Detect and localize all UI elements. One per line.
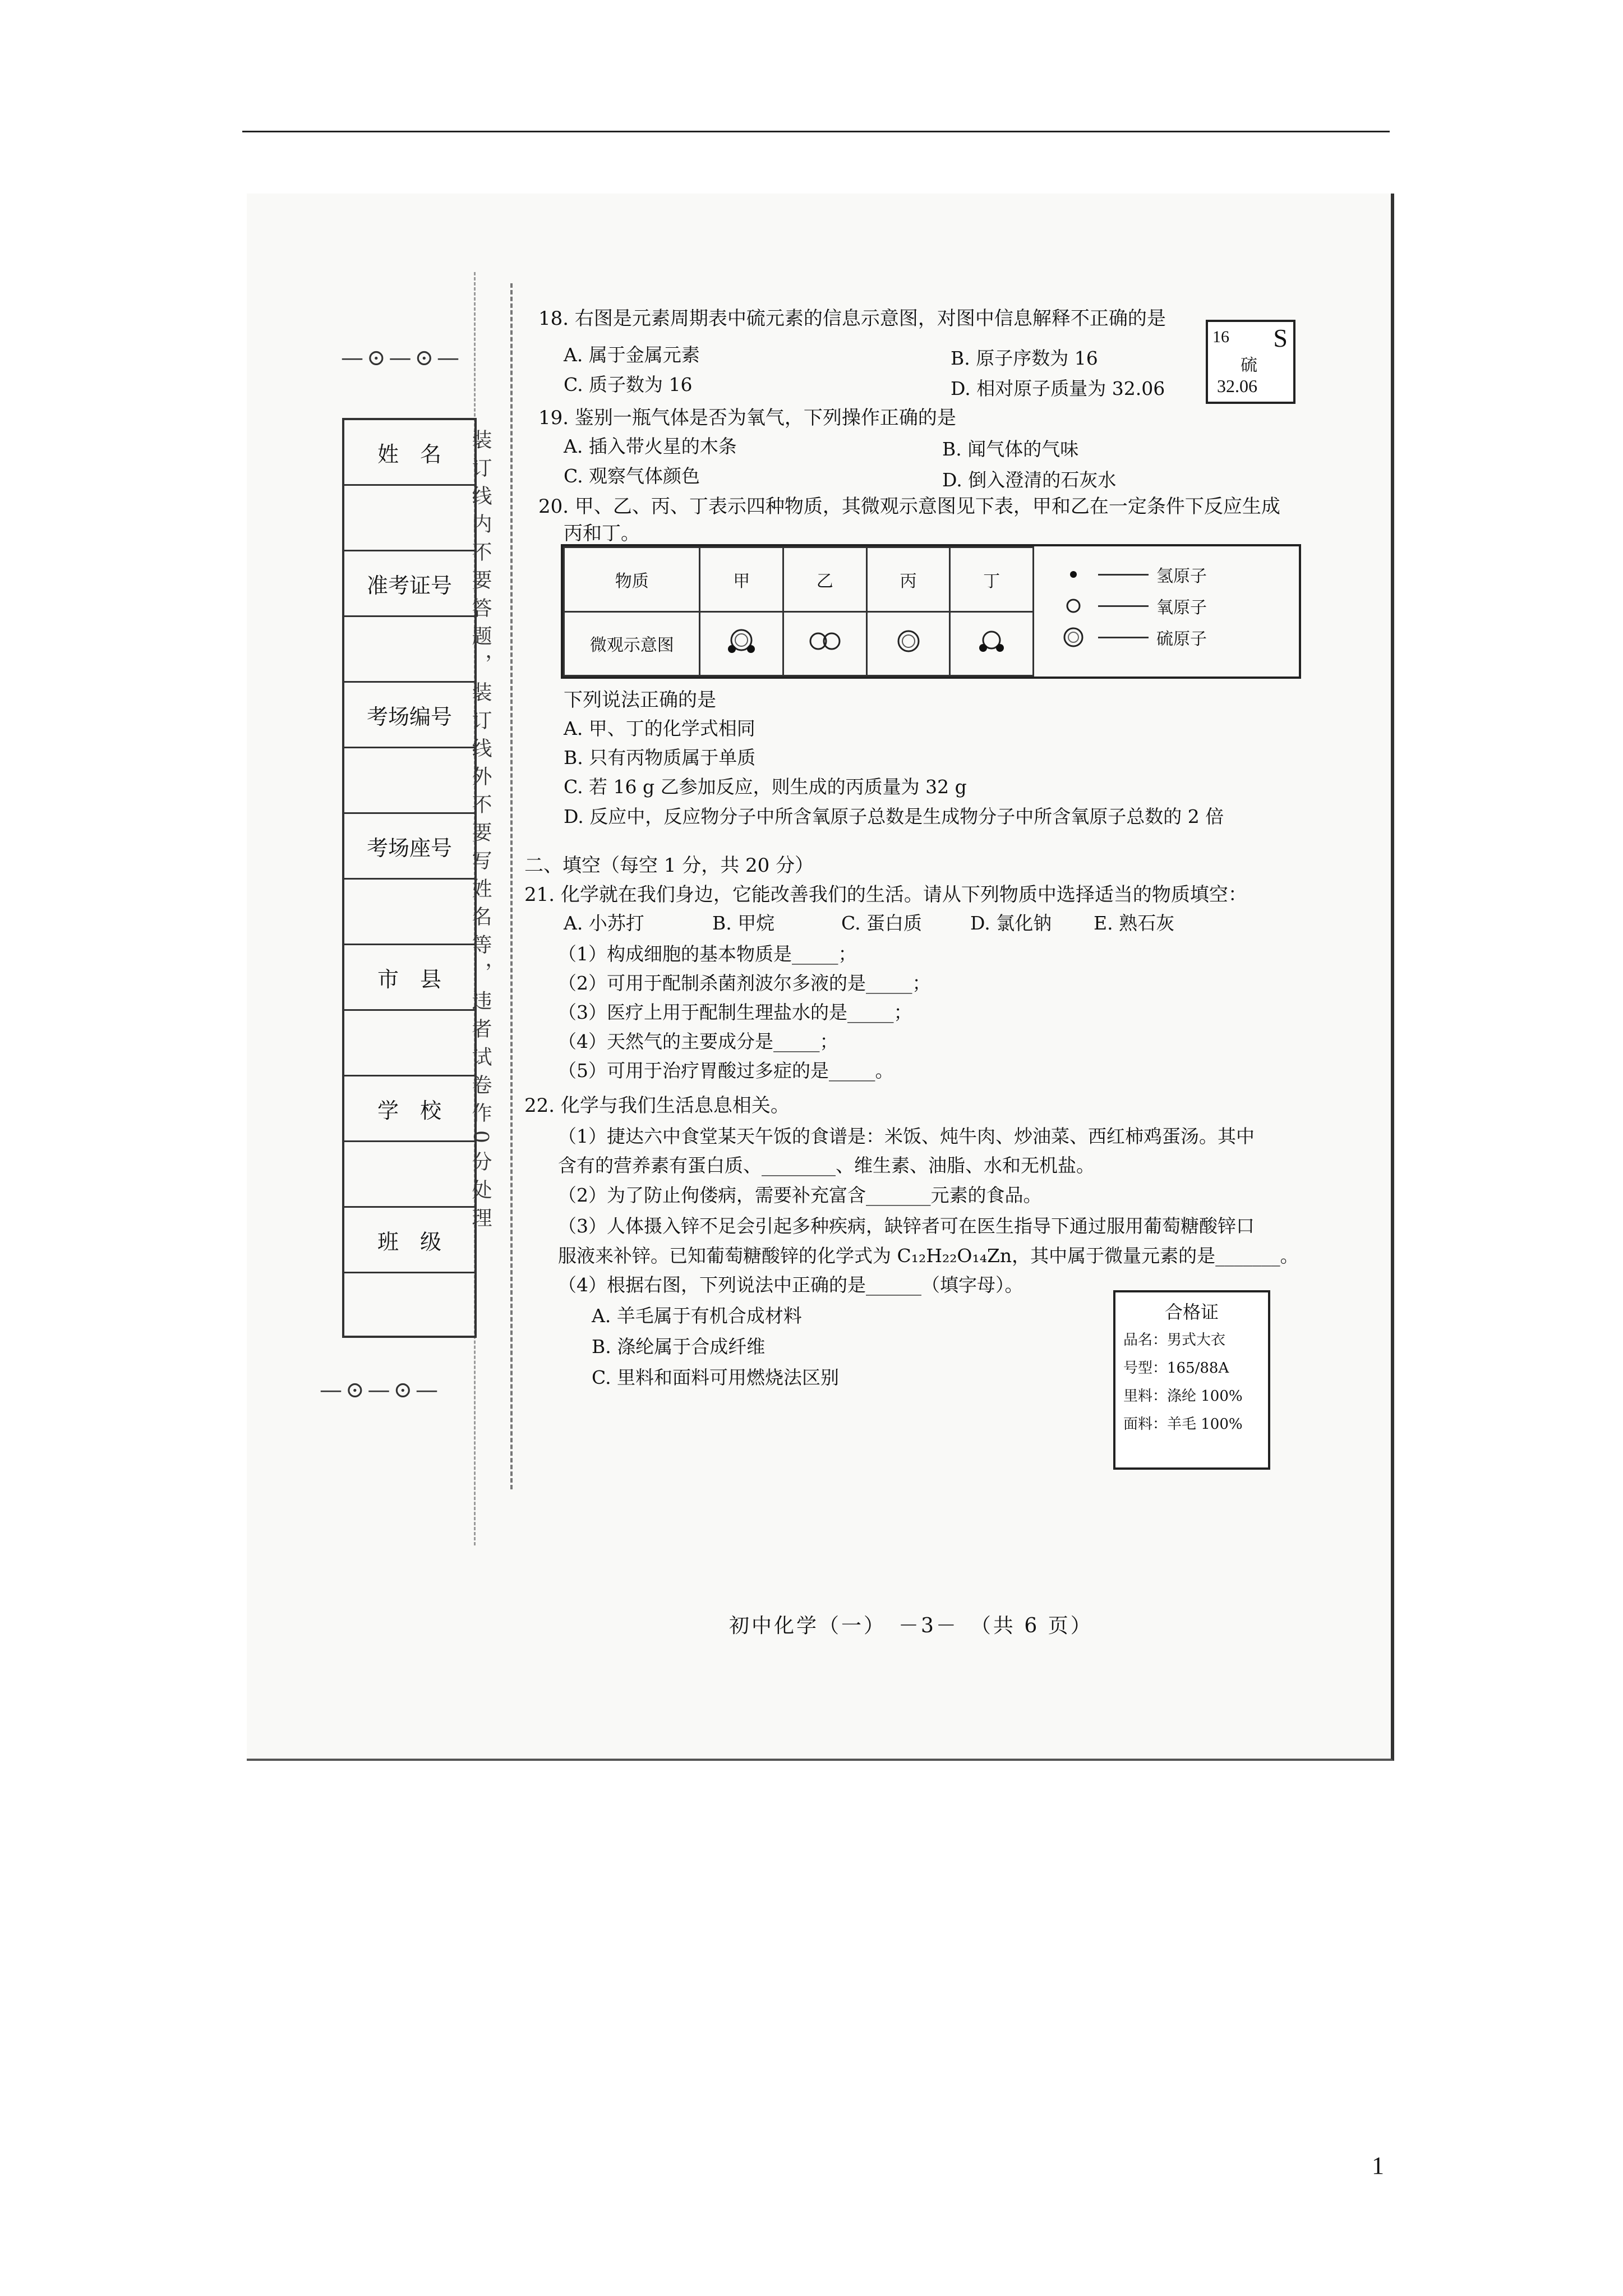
field-class: 班 级 (344, 1208, 474, 1273)
field-seat-no: 考场座号 (344, 814, 474, 880)
certificate-line: 面料：羊毛 100% (1123, 1416, 1243, 1433)
field-name: 姓 名 (344, 420, 474, 486)
q20-option-d: D. 反应中，反应物分子中所含氧原子总数是生成物分子中所含氧原子总数的 2 倍 (564, 806, 1224, 827)
q22-option-b: B. 涤纶属于合成纤维 (592, 1336, 766, 1358)
blank-cell (344, 486, 474, 551)
blank-cell (344, 1011, 474, 1076)
q22-part4: （4）根据右图，下列说法中正确的是______（填字母）。 (558, 1274, 1023, 1296)
blank-cell (344, 880, 474, 945)
element-name: 硫 (1241, 356, 1257, 375)
q18-stem: 18. 右图是元素周期表中硫元素的信息示意图，对图中信息解释不正确的是 (538, 307, 1166, 330)
q22-part3: （3）人体摄入锌不足会引起多种疾病，缺锌者可在医生指导下通过服用葡萄糖酸锌口 (558, 1215, 1255, 1237)
scanned-exam-page (247, 194, 1394, 1761)
binding-mark-bottom: —⊙—⊙— (320, 1377, 442, 1403)
q22-part1: （1）捷达六中食堂某天午饭的食谱是：米饭、炖牛肉、炒油菜、西红柿鸡蛋汤。其中 (558, 1125, 1255, 1147)
q21-choice-e: E. 熟石灰 (1094, 912, 1175, 934)
q18-option-b: B. 原子序数为 16 (951, 347, 1098, 369)
molecule-yi (783, 611, 867, 676)
q20-option-c: C. 若 16 g 乙参加反应，则生成的丙质量为 32 g (564, 776, 967, 798)
field-school: 学 校 (344, 1076, 474, 1142)
molecule-jia (700, 611, 783, 676)
legend-label: 氢原子 (1156, 567, 1207, 586)
q20-prompt: 下列说法正确的是 (564, 689, 716, 711)
sulfur-atom-icon (1057, 626, 1090, 648)
q22-part3-cont: 服液来补锌。已知葡萄糖酸锌的化学式为 C₁₂H₂₂O₁₄Zn，其中属于微量元素的是_______。 (558, 1245, 1299, 1267)
particle-table (561, 544, 1301, 679)
q22-part2: （2）为了防止佝偻病，需要补充富含_______元素的食品。 (558, 1184, 1042, 1206)
student-info-box (342, 418, 477, 1338)
field-city: 市 县 (344, 945, 474, 1011)
q20-option-a: A. 甲、丁的化学式相同 (564, 717, 755, 739)
binding-dash-line (510, 283, 513, 1489)
q21-choice-c: C. 蛋白质 (841, 912, 923, 934)
binding-mark-top: —⊙—⊙— (341, 345, 463, 371)
legend-sulfur (1057, 622, 1292, 653)
q21-item: （1）构成细胞的基本物质是_____； (558, 943, 857, 965)
blank-cell (344, 1273, 474, 1339)
q18-option-c: C. 质子数为 16 (564, 374, 693, 395)
page-footer: 初中化学（一） －3－ （共 6 页） (729, 1614, 1093, 1637)
q20-stem-cont: 丙和丁。 (564, 522, 640, 545)
element-symbol: S (1273, 324, 1288, 352)
q21-stem: 21. 化学就在我们身边，它能改善我们的生活。请从下列物质中选择适当的物质填空： (524, 884, 1247, 906)
section-2-heading: 二、填空（每空 1 分，共 20 分） (524, 854, 814, 877)
q22-option-c: C. 里料和面料可用燃烧法区别 (592, 1366, 840, 1388)
q19-option-b: B. 闻气体的气味 (942, 438, 1079, 460)
atomic-number: 16 (1212, 328, 1229, 346)
q19-option-c: C. 观察气体颜色 (564, 465, 700, 487)
binding-note: 装订线内不要答题，装订线外不要写姓名等，违者试卷作0分处理 (469, 429, 492, 1235)
certificate-line: 里料：涤纶 100% (1123, 1388, 1243, 1405)
q22-part1-cont: 含有的营养素有蛋白质、________、维生素、油脂、水和无机盐。 (558, 1154, 1095, 1176)
q18-option-d: D. 相对原子质量为 32.06 (951, 378, 1165, 399)
certificate-line: 品名：男式大衣 (1123, 1332, 1226, 1349)
header-rule (242, 131, 1390, 132)
hydrogen-atom-icon (1057, 569, 1090, 580)
blank-cell (344, 748, 474, 814)
blank-cell (344, 617, 474, 683)
molecule-ding (950, 611, 1034, 676)
q21-item: （4）天然气的主要成分是_____； (558, 1030, 838, 1052)
q18-option-a: A. 属于金属元素 (564, 344, 700, 366)
row-label: 微观示意图 (564, 611, 700, 676)
q21-choice-b: B. 甲烷 (712, 912, 775, 934)
table-header: 物质 (564, 547, 700, 612)
atom-legend (1057, 559, 1292, 653)
certificate-title: 合格证 (1164, 1301, 1219, 1323)
legend-hydrogen (1057, 559, 1292, 590)
q21-item: （2）可用于配制杀菌剂波尔多液的是_____； (558, 972, 931, 994)
q22-option-a: A. 羊毛属于有机合成材料 (592, 1305, 802, 1327)
oxygen-atom-icon (1057, 597, 1090, 614)
field-room-no: 考场编号 (344, 683, 474, 748)
blank-cell (344, 1142, 474, 1208)
legend-label: 硫原子 (1156, 629, 1207, 649)
q19-stem: 19. 鉴别一瓶气体是否为氧气，下列操作正确的是 (538, 407, 956, 429)
sulfur-element-card (1206, 320, 1295, 404)
atomic-mass: 32.06 (1217, 376, 1257, 396)
q21-choice-a: A. 小苏打 (564, 912, 644, 934)
q19-option-a: A. 插入带火星的木条 (564, 435, 737, 457)
legend-label: 氧原子 (1156, 598, 1207, 618)
q21-item: （5）可用于治疗胃酸过多症的是_____。 (558, 1060, 894, 1082)
table-header: 丁 (950, 547, 1034, 612)
q21-item: （3）医疗上用于配制生理盐水的是_____； (558, 1001, 912, 1023)
q19-option-d: D. 倒入澄清的石灰水 (942, 469, 1117, 491)
garment-certificate (1113, 1290, 1270, 1470)
field-exam-id: 准考证号 (344, 551, 474, 617)
certificate-line: 号型：165/88A (1123, 1360, 1229, 1377)
q22-stem: 22. 化学与我们生活息息相关。 (524, 1094, 790, 1117)
legend-oxygen (1057, 590, 1292, 622)
q20-option-b: B. 只有丙物质属于单质 (564, 747, 756, 769)
q20-stem: 20. 甲、乙、丙、丁表示四种物质，其微观示意图见下表，甲和乙在一定条件下反应生成 (538, 495, 1280, 518)
molecule-bing (866, 611, 950, 676)
q21-choice-d: D. 氯化钠 (970, 912, 1052, 934)
table-header: 甲 (700, 547, 783, 612)
page-number: 1 (1372, 2152, 1384, 2179)
table-header: 乙 (783, 547, 867, 612)
table-header: 丙 (866, 547, 950, 612)
